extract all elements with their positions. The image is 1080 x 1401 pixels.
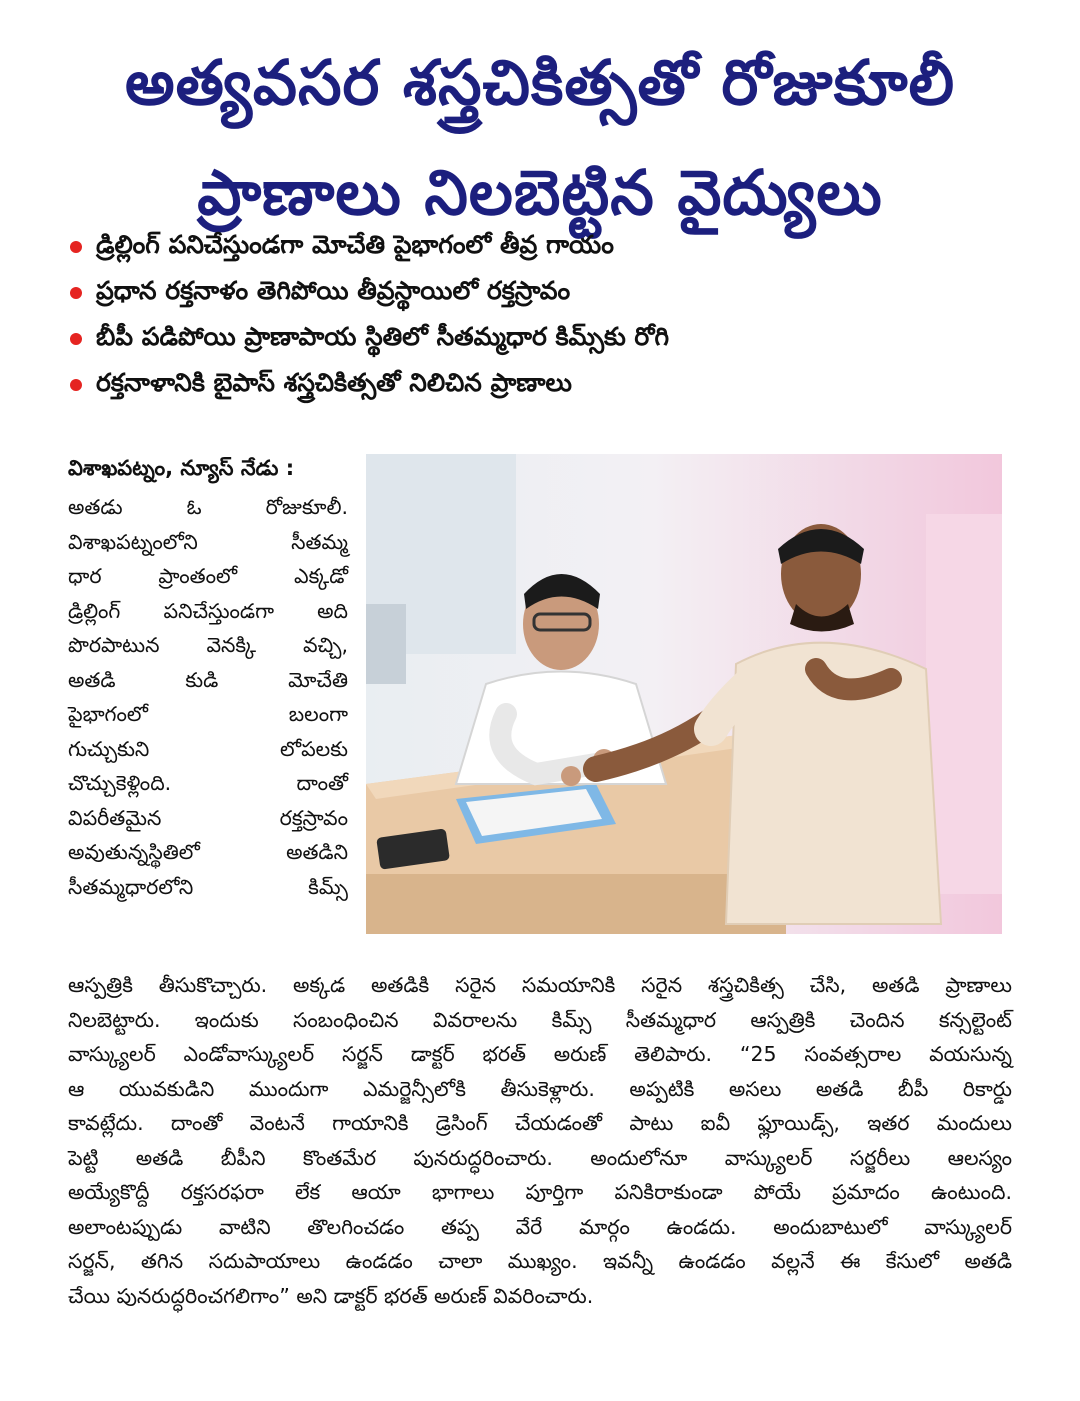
bullet-dot-icon [70, 379, 82, 391]
article-body [68, 968, 1012, 1313]
headline-line-2: ప్రాణాలు నిలబెట్టిన వైద్యులు [197, 156, 883, 229]
bullet-dot-icon [70, 287, 82, 299]
highlights-list [70, 222, 1030, 406]
column-line: చొచ్చుకెళ్లింది. దాంతో [68, 771, 348, 795]
column-line: ధార ప్రాంతంలో ఎక్కడో [68, 564, 348, 588]
bullet-dot-icon [70, 241, 82, 253]
body-line: అయ్యేకొద్దీ రక్తసరఫరా లేక ఆయా భాగాలు పూర్తిగా పనికిరాకుండా పోయే ప్రమాదం ఉంటుంది. [68, 1180, 1012, 1204]
body-line: అలాంటప్పుడు వాటిని తొలగించడం తప్ప వేరే మార్గం ఉండదు. అందుబాటులో వాస్క్యులర్ [68, 1214, 1012, 1239]
headline-line-1: అత్యవసర శస్త్రచికిత్సతో రోజుకూలీ [124, 46, 956, 119]
highlight-text: రక్తనాళానికి బైపాస్ శస్త్రచికిత్సతో నిలిచిన ప్రాణాలు [96, 368, 572, 397]
column-line: విశాఖపట్నంలోని సీతమ్మ [68, 529, 348, 554]
body-line: సర్జన్, తగిన సదుపాయాలు ఉండడం చాలా ముఖ్యం. ఇవన్నీ ఉండడం వల్లనే ఈ కేసులో అతడి [68, 1249, 1012, 1273]
highlight-item [70, 222, 1030, 268]
column-line: పైభాగంలో బలంగా [68, 702, 348, 726]
body-line: చేయి పునరుద్ధరించగలిగాం” అని డాక్టర్ భరత్ అరుణ్ వివరించారు. [68, 1283, 594, 1308]
highlight-item [70, 360, 1030, 406]
body-line: పెట్టి అతడి బీపీని కొంతమేర పునరుద్ధరించారు. అందులోనూ వాస్క్యులర్ సర్జరీలు ఆలస్యం [68, 1145, 1012, 1170]
highlight-text: డ్రిల్లింగ్ పనిచేస్తుండగా మోచేతి పైభాగంలో తీవ్ర గాయం [96, 230, 614, 259]
dateline: విశాఖపట్నం, న్యూస్ నేడు : [68, 456, 295, 480]
doctor-examining-patient-photo [366, 454, 1002, 934]
column-line: గుచ్చుకుని లోపలకు [68, 736, 348, 761]
body-line: నిలబెట్టారు. ఇందుకు సంబంధించిన వివరాలను కిమ్స్ సీతమ్మధార ఆస్పత్రికి చెందిన కన్సల్టెంట్ [68, 1007, 1012, 1032]
column-line: డ్రిల్లింగ్ పనిచేస్తుండగా అది [68, 598, 348, 623]
column-line: సీతమ్మధారలోని కిమ్స్ [68, 874, 348, 899]
bullet-dot-icon [70, 333, 82, 345]
highlight-text: ప్రధాన రక్తనాళం తెగిపోయి తీవ్రస్థాయిలో రక్తస్రావం [96, 276, 571, 305]
highlight-item [70, 268, 1030, 314]
column-line: అవుతున్నస్థితిలో అతడిని [68, 840, 348, 864]
article-column [68, 490, 348, 904]
column-line: అతడు ఓ రోజుకూలీ. [68, 495, 348, 519]
body-line: కావట్లేదు. దాంతో వెంటనే గాయానికి డ్రెసింగ్ చేయడంతో పాటు ఐవీ ఫ్లూయిడ్స్, ఇతర మందులు [68, 1111, 1012, 1135]
body-line: వాస్క్యులర్ ఎండోవాస్క్యులర్ సర్జన్ డాక్టర్ భరత్ అరుణ్ తెలిపారు. “25 సంవత్సరాల వయసున్న [68, 1042, 1012, 1066]
column-line: పొరపాటున వెనక్కి వచ్చి, [68, 633, 348, 657]
highlight-text: బీపీ పడిపోయి ప్రాణాపాయ స్థితిలో సీతమ్మధార కిమ్స్‌కు రోగి [96, 322, 670, 351]
body-line: ఆస్పత్రికి తీసుకొచ్చారు. అక్కడ అతడికి సరైన సమయానికి సరైన శస్త్రచికిత్స చేసి, అతడి ప్రాణాలు [68, 973, 1012, 997]
column-line: అతడి కుడి మోచేతి [68, 667, 348, 692]
highlight-item [70, 314, 1030, 360]
body-line: ఆ యువకుడిని ముందుగా ఎమర్జెన్సీలోకి తీసుకెళ్లారు. అప్పటికి అసలు అతడి బీపీ రికార్డు [68, 1076, 1012, 1101]
column-line: విపరీతమైన రక్తస్రావం [68, 805, 348, 830]
